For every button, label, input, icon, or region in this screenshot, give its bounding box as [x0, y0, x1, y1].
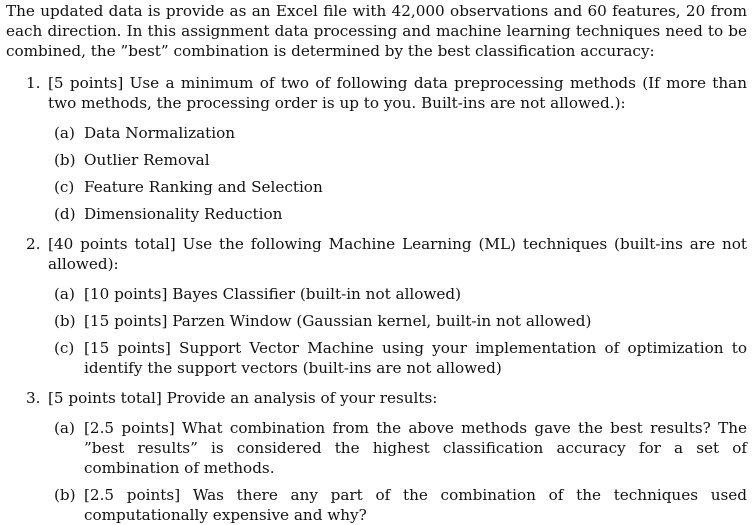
question-number: 1. — [26, 74, 41, 92]
question-text: [40 points total] Use the following Machine Learning (ML) techniques (built-ins are not allowed): — [48, 235, 747, 273]
sub-item-label: (d) — [54, 205, 76, 223]
sub-item — [48, 177, 747, 197]
question-item — [6, 388, 747, 525]
sub-item — [48, 338, 747, 378]
sub-item-text: [2.5 points] Was there any part of the combination of the techniques used computationally expensive and why? — [84, 486, 747, 524]
sub-item-text: [2.5 points] What combination from the above methods gave the best results? The ”best results” is considered the highest classification accuracy for a set of combination of methods. — [84, 419, 747, 477]
question-number: 3. — [26, 389, 41, 407]
sub-item — [48, 485, 747, 525]
sub-item-text: [15 points] Support Vector Machine using your implementation of optimization to identify the support vectors (built-ins are not allowed) — [84, 339, 747, 377]
sub-item — [48, 284, 747, 304]
sub-item-list — [48, 284, 747, 378]
sub-item-label: (b) — [54, 486, 76, 504]
sub-item-list — [48, 418, 747, 525]
sub-item-label: (c) — [54, 339, 75, 357]
question-text: [5 points total] Provide an analysis of your results: — [48, 389, 438, 407]
sub-item-text: Dimensionality Reduction — [84, 205, 283, 223]
question-number: 2. — [26, 235, 41, 253]
sub-item-label: (a) — [54, 419, 75, 437]
question-text: [5 points] Use a minimum of two of following data preprocessing methods (If more than two methods, the processing order is up to you. Built-ins are not allowed.): — [48, 74, 747, 112]
sub-item-text: Feature Ranking and Selection — [84, 178, 323, 196]
question-item — [6, 73, 747, 224]
sub-item-text: Outlier Removal — [84, 151, 210, 169]
sub-item — [48, 418, 747, 478]
sub-item-label: (b) — [54, 151, 76, 169]
question-item — [6, 234, 747, 378]
sub-item-label: (b) — [54, 312, 76, 330]
sub-item-text: Data Normalization — [84, 124, 236, 142]
sub-item — [48, 311, 747, 331]
sub-item-list — [48, 123, 747, 224]
sub-item — [48, 150, 747, 170]
sub-item-text: [10 points] Bayes Classifier (built-in not allowed) — [84, 285, 462, 303]
sub-item-text: [15 points] Parzen Window (Gaussian kernel, built-in not allowed) — [84, 312, 592, 330]
sub-item-label: (a) — [54, 124, 75, 142]
sub-item — [48, 123, 747, 143]
sub-item — [48, 204, 747, 224]
sub-item-label: (a) — [54, 285, 75, 303]
question-list — [6, 73, 747, 525]
sub-item-label: (c) — [54, 178, 75, 196]
intro-paragraph: The updated data is provide as an Excel file with 42,000 observations and 60 features, 20 from each direction. In this assignment data processing and machine learning techniques need to be combined, the ”best” combination is determined by the best classification accuracy: — [6, 2, 747, 60]
